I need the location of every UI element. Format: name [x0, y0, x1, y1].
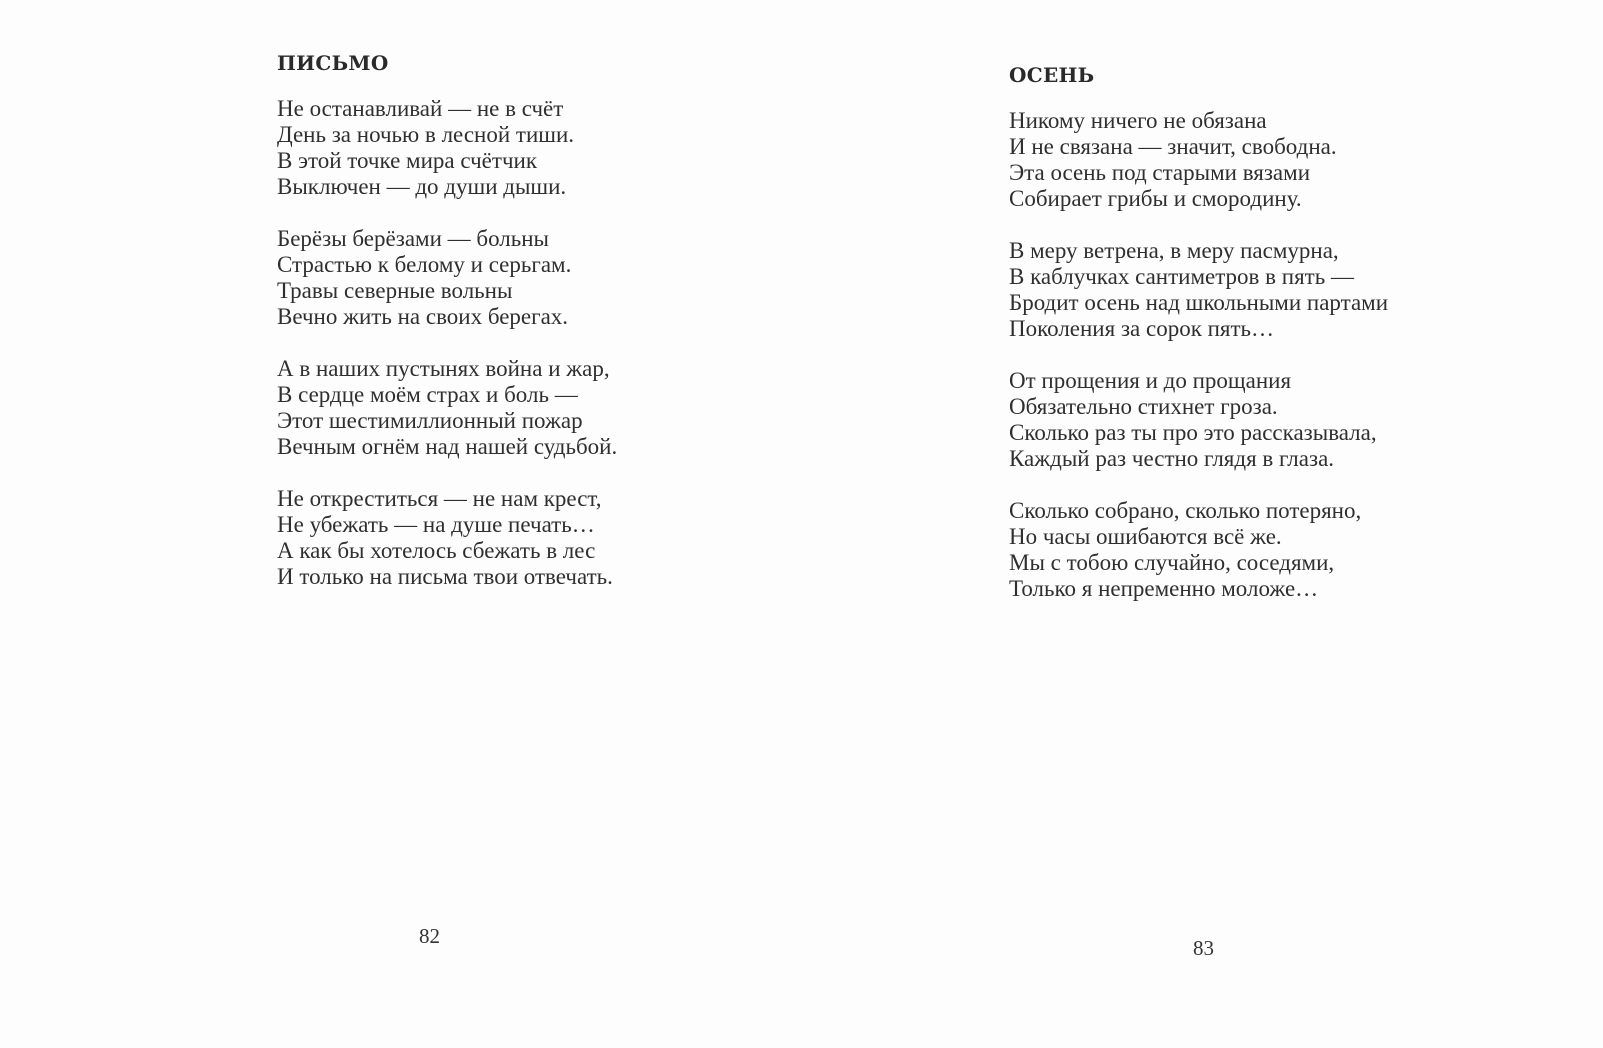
- page-number: 82: [419, 924, 440, 948]
- verse-line: Мы с тобою случайно, соседями,: [1009, 550, 1335, 575]
- verse-line: День за ночью в лесной тиши.: [277, 122, 575, 147]
- verse-line: В каблучках сантиметров в пять —: [1009, 264, 1354, 289]
- stanza: [1009, 368, 1388, 472]
- stanza: [1009, 498, 1388, 602]
- stanza: [1009, 238, 1388, 342]
- verse-line: Поколения за сорок пять…: [1009, 316, 1275, 341]
- stanza: [1009, 108, 1388, 212]
- verse-line: Бродит осень над школьными партами: [1009, 290, 1389, 315]
- verse-line: От прощения и до прощания: [1009, 368, 1292, 393]
- poem-osen: [1009, 60, 1388, 628]
- verse-line: Эта осень под старыми вязами: [1009, 160, 1310, 185]
- verse-line: В меру ветрена, в меру пасмурна,: [1009, 238, 1339, 263]
- verse-line: Не останавливай — не в счёт: [277, 96, 564, 121]
- verse-line: Выключен — до души дыши.: [277, 174, 567, 199]
- verse-line: Вечно жить на своих берегах.: [277, 304, 569, 329]
- stanza: [277, 96, 617, 200]
- stanza: [277, 226, 617, 330]
- verse-line: Вечным огнём над нашей судьбой.: [277, 434, 618, 459]
- verse-line: В сердце моём страх и боль —: [277, 382, 578, 407]
- left-page: [0, 0, 801, 1048]
- verse-line: Сколько собрано, сколько потеряно,: [1009, 498, 1362, 523]
- verse-line: Обязательно стихнет гроза.: [1009, 394, 1278, 419]
- verse-line: Каждый раз честно глядя в глаза.: [1009, 446, 1335, 471]
- poem-pismo: [277, 48, 617, 616]
- verse-line: Только я непременно моложе…: [1009, 576, 1319, 601]
- verse-line: И только на письма твои отвечать.: [277, 564, 613, 589]
- verse-line: Собирает грибы и смородину.: [1009, 186, 1302, 211]
- verse-line: Но часы ошибаются всё же.: [1009, 524, 1282, 549]
- poem-title: ОСЕНЬ: [1009, 63, 1095, 87]
- verse-line: В этой точке мира счётчик: [277, 148, 537, 173]
- verse-line: Берёзы берёзами — больны: [277, 226, 550, 251]
- verse-line: А как бы хотелось сбежать в лес: [277, 538, 596, 563]
- stanza: [277, 486, 617, 590]
- poem-title: ПИСЬМО: [277, 51, 389, 75]
- verse-line: И не связана — значит, свободна.: [1009, 134, 1337, 159]
- page-number: 83: [1193, 936, 1214, 960]
- verse-line: Этот шестимиллионный пожар: [277, 408, 583, 433]
- stanza: [277, 356, 617, 460]
- verse-line: А в наших пустынях война и жар,: [277, 356, 610, 381]
- verse-line: Сколько раз ты про это рассказывала,: [1009, 420, 1377, 445]
- verse-line: Не убежать — на душе печать…: [277, 512, 595, 537]
- verse-line: Никому ничего не обязана: [1009, 108, 1267, 133]
- verse-line: Не откреститься — не нам крест,: [277, 486, 602, 511]
- verse-line: Травы северные вольны: [277, 278, 513, 303]
- verse-line: Страстью к белому и серьгам.: [277, 252, 572, 277]
- right-page: [801, 0, 1603, 1048]
